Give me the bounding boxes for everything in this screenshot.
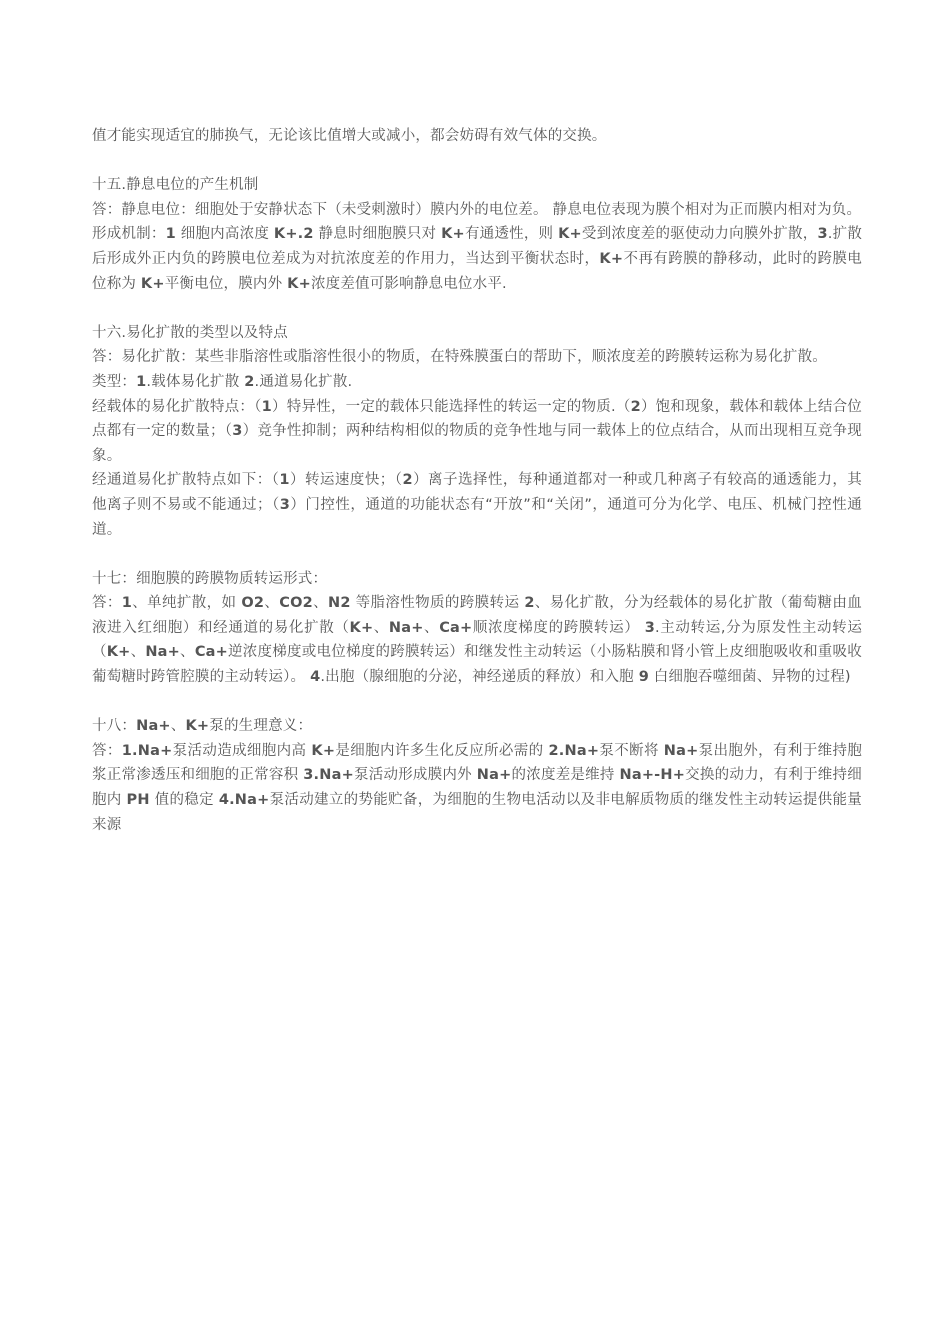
- document-body: [92, 124, 862, 837]
- section-15-answer: 答：静息电位：细胞处于安静状态下（未受刺激时）膜内外的电位差。 静息电位表现为膜个相对为正而膜内相对为负。: [92, 201, 862, 218]
- spacer: [92, 542, 862, 567]
- section-16-carrier-features: 经载体的易化扩散特点：（1）特异性，一定的载体只能选择性的转运一定的物质.（2）饱和现象，载体和载体上结合位点都有一定的数量；（3）竞争性抑制；两种结构相似的物质的竞争性地与同一载体上的位点结合，从而出现相互竞争现象。: [92, 398, 863, 464]
- section-18-answer: 答：1.Na+泵活动造成细胞内高 K+是细胞内许多生化反应所必需的 2.Na+泵不断将 Na+泵出胞外，有利于维持胞浆正常渗透压和细胞的正常容积 3.Na+泵活动形成膜内外 Na+的浓度差是维持 Na+-H+交换的动力，有利于维持细胞内 PH 值的稳定 4.Na+泵活动建立的势能贮备，为细胞的生物电活动以及非电解质物质的继发性主动转运提供能量 来源: [92, 742, 863, 833]
- section-15-mechanism: 形成机制：1 细胞内高浓度 K+.2 静息时细胞膜只对 K+有通透性，则 K+受到浓度差的驱使动力向膜外扩散，3.扩散后形成外正内负的跨膜电位差成为对抗浓度差的作用力，当达到平衡状态时，K+不再有跨膜的静移动，此时的跨膜电位称为 K+平衡电位，膜内外 K+浓度差值可影响静息电位水平.: [92, 226, 863, 292]
- section-16-types: 类型：1.载体易化扩散 2.通道易化扩散.: [92, 373, 353, 390]
- section-16-answer: 答：易化扩散：某些非脂溶性或脂溶性很小的物质，在特殊膜蛋白的帮助下，顺浓度差的跨膜转运称为易化扩散。: [92, 349, 827, 366]
- spacer: [92, 149, 862, 174]
- spacer: [92, 690, 862, 715]
- spacer: [92, 296, 862, 321]
- intro-paragraph: 值才能实现适宜的肺换气，无论该比值增大或减小，都会妨碍有效气体的交换。: [92, 128, 607, 144]
- section-16-channel-features: 经通道易化扩散特点如下：（1）转运速度快；（2）离子选择性，每种通道都对一种或几种离子有较高的通透能力，其他离子则不易或不能通过；（3）门控性，通道的功能状态有“开放”和“关闭”，通道可分为化学、电压、机械门控性通道。: [92, 472, 862, 538]
- section-17-title: 十七：细胞膜的跨膜物质转运形式：: [92, 570, 328, 587]
- section-17-answer: 答：1、单纯扩散，如 O2、CO2、N2 等脂溶性物质的跨膜转运 2、易化扩散，分为经载体的易化扩散（葡萄糖由血液进入红细胞）和经通道的易化扩散（K+、Na+、Ca+顺浓度梯度的跨膜转运） 3.主动转运,分为原发性主动转运（K+、Na+、Ca+逆浓度梯度或电位梯度的跨膜转运）和继发性主动转运（小肠粘膜和肾小管上皮细胞吸收和重吸收葡萄糖时跨管腔膜的主动转运）。 4.出胞（腺细胞的分泌，神经递质的释放）和入胞 9 白细胞吞噬细菌、异物的过程): [92, 595, 863, 686]
- section-18-title: 十八：Na+、K+泵的生理意义：: [92, 718, 313, 735]
- section-15-title: 十五.静息电位的产生机制: [92, 177, 259, 194]
- section-16-title: 十六.易化扩散的类型以及特点: [92, 324, 288, 341]
